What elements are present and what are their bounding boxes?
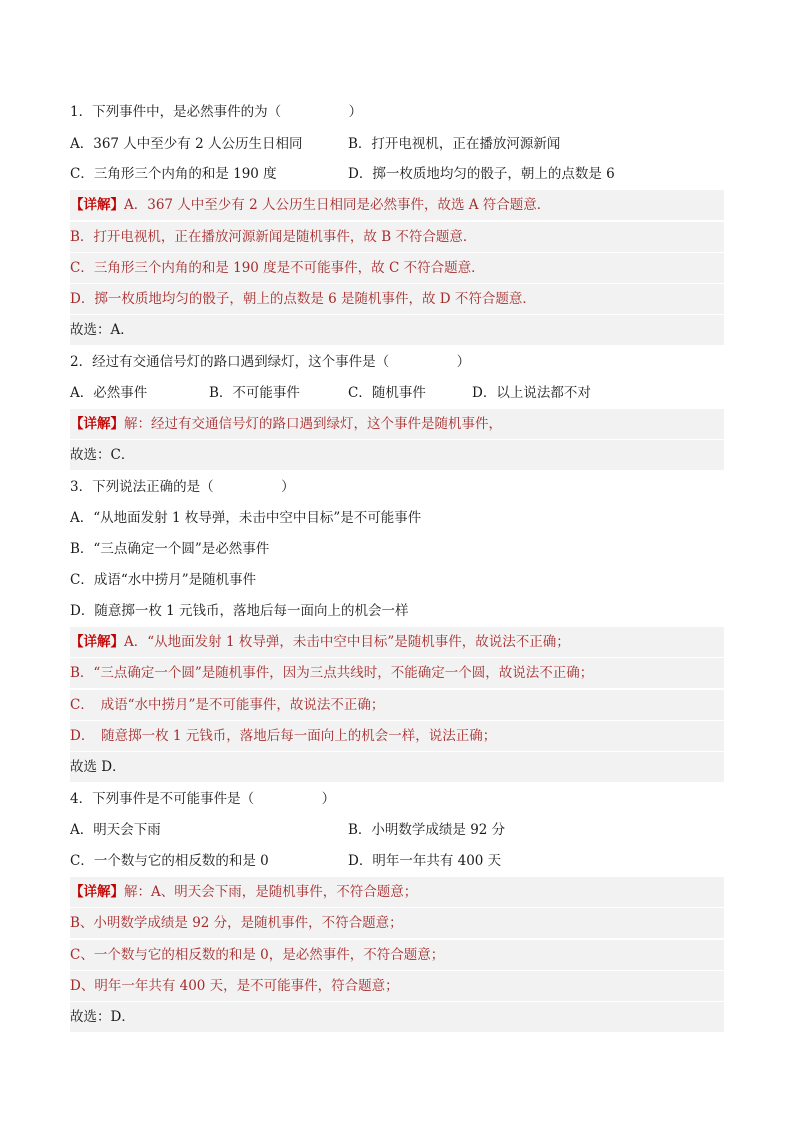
question-4-options-row-2 [70, 846, 724, 876]
question-3-solution-line-3 [70, 690, 724, 720]
question-4-stem: 4．下列事件是不可能事件是（ ） [70, 791, 336, 807]
solution-text: B．“三点确定一个圆”是随机事件，因为三点共线时，不能确定一个圆，故说法不正确； [70, 665, 594, 681]
question-3-option-b: B．“三点确定一个圆”是必然事件 [70, 541, 270, 557]
question-4-options-row-1 [70, 815, 724, 845]
question-1-option-a: A．367 人中至少有 2 人公历生日相同 [70, 136, 303, 152]
question-3-solution-line-2 [70, 658, 724, 688]
question-1-option-b: B．打开电视机，正在播放河源新闻 [348, 136, 561, 152]
question-3-solution-line-1 [70, 627, 724, 657]
solution-text: C．三角形三个内角的和是 190 度是不可能事件，故 C 不符合题意． [70, 260, 485, 276]
question-4-answer [70, 1002, 724, 1032]
question-2-stem: 2．经过有交通信号灯的路口遇到绿灯，这个事件是（ ） [70, 354, 471, 370]
solution-text: B、小明数学成绩是 92 分，是随机事件，不符合题意； [70, 915, 403, 931]
question-2-option-b: B．不可能事件 [209, 385, 300, 401]
question-1-options-row-2 [70, 159, 724, 189]
answer-text: 故选 D． [70, 759, 126, 775]
answer-text: 故选：A． [70, 322, 134, 338]
solution-text: C． 成语“水中捞月”是不可能事件，故说法不正确； [70, 697, 385, 713]
question-2-solution-line-1 [70, 409, 724, 439]
question-3-stem: 3．下列说法正确的是（ ） [70, 479, 295, 495]
solution-tag: 【详解】 [70, 884, 124, 900]
question-1-options-row-1 [70, 129, 724, 159]
solution-text: D．掷一枚质地均匀的骰子，朝上的点数是 6 是随机事件，故 D 不符合题意． [70, 291, 536, 307]
question-1-solution-line-2 [70, 222, 724, 252]
question-1-stem: 1．下列事件中，是必然事件的为（ ） [70, 104, 363, 120]
question-2-options-row [70, 378, 724, 408]
question-4-option-c: C．一个数与它的相反数的和是 0 [70, 853, 269, 869]
question-4-option-a: A．明天会下雨 [70, 822, 161, 838]
question-2-option-a: A．必然事件 [70, 385, 148, 401]
question-3-option-d: D．随意掷一枚 1 元钱币，落地后每一面向上的机会一样 [70, 603, 409, 619]
solution-text: A．367 人中至少有 2 人公历生日相同是必然事件，故选 A 符合题意． [124, 197, 551, 213]
question-2-option-d: D．以上说法都不对 [472, 385, 591, 401]
solution-text: B．打开电视机，正在播放河源新闻是随机事件，故 B 不符合题意． [70, 229, 477, 245]
answer-text: 故选：D． [70, 1009, 135, 1025]
solution-text: 解：A、明天会下雨，是随机事件，不符合题意； [124, 884, 418, 900]
question-4-option-b: B．小明数学成绩是 92 分 [348, 822, 506, 838]
question-2-answer [70, 440, 724, 470]
solution-tag: 【详解】 [70, 416, 124, 432]
question-4-option-d: D．明年一年共有 400 天 [348, 853, 502, 869]
solution-text: D． 随意掷一枚 1 元钱币，落地后每一面向上的机会一样，说法正确； [70, 728, 497, 744]
solution-text: 解：经过有交通信号灯的路口遇到绿灯，这个事件是随机事件， [124, 416, 502, 432]
solution-tag: 【详解】 [70, 197, 124, 213]
solution-text: C、一个数与它的相反数的和是 0，是必然事件，不符合题意； [70, 947, 445, 963]
question-1-option-c: C．三角形三个内角的和是 190 度 [70, 166, 277, 182]
solution-text: A．“从地面发射 1 枚导弹，未击中空中目标”是随机事件，故说法不正确； [124, 634, 570, 650]
question-3-solution-line-4 [70, 721, 724, 751]
question-1-solution-line-4 [70, 284, 724, 314]
question-3-answer [70, 752, 724, 782]
answer-text: 故选：C． [70, 447, 135, 463]
question-3-option-a: A．“从地面发射 1 枚导弹，未击中空中目标”是不可能事件 [70, 510, 422, 526]
question-1-option-d: D．掷一枚质地均匀的骰子，朝上的点数是 6 [348, 166, 615, 182]
solution-text: D、明年一年共有 400 天，是不可能事件，符合题意； [70, 978, 399, 994]
question-1-solution-line-3 [70, 253, 724, 283]
question-4-solution-line-1 [70, 877, 724, 907]
solution-tag: 【详解】 [70, 634, 124, 650]
question-4-solution-line-3 [70, 940, 724, 970]
question-1-solution-line-1 [70, 190, 724, 220]
question-2-option-c: C．随机事件 [348, 385, 426, 401]
question-3-option-c: C．成语“水中捞月”是随机事件 [70, 572, 257, 588]
question-4-solution-line-4 [70, 971, 724, 1001]
question-1-answer [70, 315, 724, 345]
question-4-solution-line-2 [70, 908, 724, 938]
